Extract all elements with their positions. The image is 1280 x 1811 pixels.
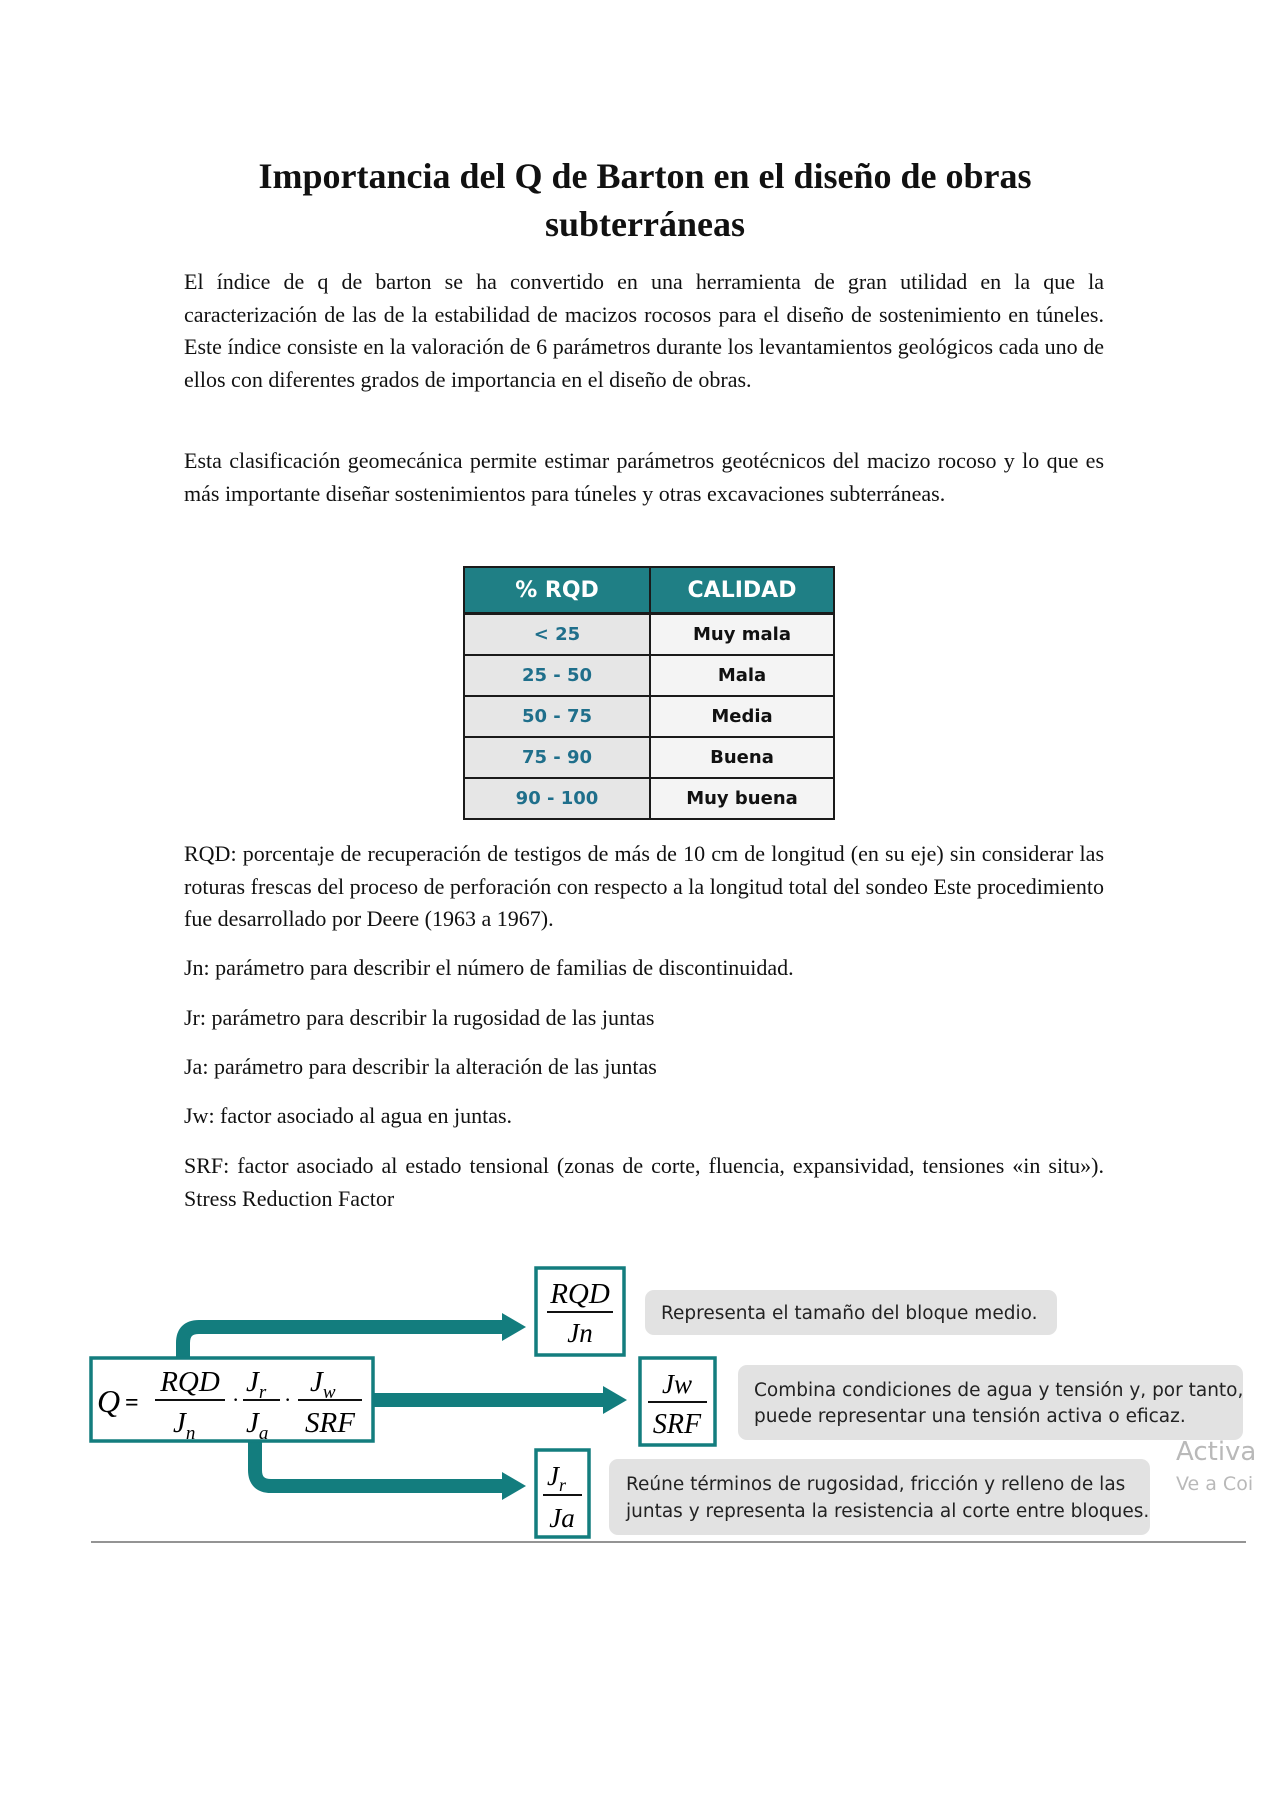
note-shear-resistance	[609, 1459, 1150, 1535]
formula-jn: $J_n$	[173, 1407, 196, 1444]
arrow-path-bottom	[255, 1440, 505, 1486]
arrowhead-middle	[603, 1386, 627, 1414]
note-1-text: Representa el tamaño del bloque medio.	[661, 1303, 1038, 1324]
quality-cell: Media	[650, 696, 834, 737]
q-barton-diagram	[0, 1255, 1280, 1555]
table-header-rqd: % RQD	[464, 567, 650, 614]
table-row	[464, 655, 834, 696]
formula-srf: SRF	[305, 1407, 355, 1439]
table-row	[464, 614, 834, 656]
formula-ja: $J_a$	[246, 1407, 269, 1444]
note-water-tension	[738, 1365, 1243, 1440]
jw-definition: Jw: factor asociado al agua en juntas.	[184, 1103, 513, 1128]
fraction-box-rqd-jn	[536, 1268, 624, 1355]
quality-cell: Muy mala	[650, 614, 834, 656]
rqd-range-cell: < 25	[464, 614, 650, 656]
watermark-line-1: Activa	[1176, 1437, 1257, 1467]
quality-cell: Mala	[650, 655, 834, 696]
table-row	[464, 778, 834, 819]
rqd-quality-table	[463, 566, 835, 820]
rqd-definition: RQD: porcentaje de recuperación de testigos de más de 10 cm de longitud (en su eje) sin considerar las roturas frescas del proceso de perforación con respecto a la longitud total del sondeo Este procedimiento fue desarrollado por Deere (1963 a 1967).	[184, 841, 1104, 931]
formula-rqd: RQD	[160, 1366, 220, 1398]
box3-numerator: $J_r$	[547, 1461, 566, 1495]
rqd-range-cell: 75 - 90	[464, 737, 650, 778]
quality-cell: Muy buena	[650, 778, 834, 819]
jr-definition: Jr: parámetro para describir la rugosidad de las juntas	[184, 1005, 655, 1030]
rqd-range-cell: 50 - 75	[464, 696, 650, 737]
title-line-1: Importancia del Q de Barton en el diseño de obras	[258, 156, 1032, 196]
jn-definition: Jn: parámetro para describir el número de familias de discontinuidad.	[184, 955, 794, 980]
box2-denominator: SRF	[652, 1409, 702, 1440]
formula-dot-1: ·	[232, 1387, 240, 1412]
note-2-line-2: puede representar una tensión activa o eficaz.	[754, 1406, 1186, 1427]
fraction-box-jr-ja	[536, 1450, 589, 1537]
arrowhead-top	[502, 1313, 526, 1341]
ja-definition: Ja: parámetro para describir la alteración de las juntas	[184, 1054, 657, 1079]
note-2-line-1: Combina condiciones de agua y tensión y, por tanto,	[754, 1380, 1244, 1401]
box2-numerator: Jw	[662, 1369, 692, 1399]
note-3-line-1: Reúne términos de rugosidad, fricción y relleno de las	[626, 1474, 1126, 1495]
rqd-range-cell: 25 - 50	[464, 655, 650, 696]
document-title	[185, 152, 1105, 248]
note-block-size	[645, 1290, 1057, 1335]
rqd-range-cell: 90 - 100	[464, 778, 650, 819]
arrowhead-bottom	[502, 1472, 526, 1500]
formula-jr: $J_r$	[246, 1366, 267, 1403]
intro-paragraph: El índice de q de barton se ha convertido en una herramienta de gran utilidad en la que la caracterización de las de la estabilidad de macizos rocosos para el diseño de sostenimiento en túneles. Este índice consiste en la valoración de 6 parámetros durante los levantamientos geológicos cada uno de ellos con diferentes grados de importancia en el diseño de obras.	[184, 269, 1104, 392]
box3-denominator: Ja	[549, 1503, 575, 1533]
quality-cell: Buena	[650, 737, 834, 778]
table-header-calidad: CALIDAD	[650, 567, 834, 614]
formula-jw: $J_w$	[310, 1366, 336, 1403]
box1-numerator: RQD	[550, 1278, 610, 1310]
table-row	[464, 737, 834, 778]
formula-dot-2: ·	[284, 1387, 292, 1412]
arrow-path-top	[183, 1327, 505, 1359]
srf-definition: SRF: factor asociado al estado tensional (zonas de corte, fluencia, expansividad, tensiones «in situ»). Stress Reduction Factor	[184, 1153, 1104, 1211]
formula-equals: =	[125, 1390, 139, 1416]
watermark-line-2: Ve a Coi	[1176, 1473, 1254, 1495]
note-3-line-2: juntas y representa la resistencia al corte entre bloques.	[626, 1501, 1150, 1522]
q-formula-box	[91, 1358, 373, 1444]
table-row	[464, 696, 834, 737]
box1-denominator: Jn	[567, 1318, 593, 1348]
classification-paragraph: Esta clasificación geomecánica permite estimar parámetros geotécnicos del macizo rocoso y lo que es más importante diseñar sostenimientos para túneles y otras excavaciones subterráneas.	[184, 448, 1104, 506]
formula-q: Q	[97, 1383, 121, 1419]
title-line-2: subterráneas	[545, 204, 745, 244]
table-header-row	[464, 567, 834, 614]
fraction-box-jw-srf	[640, 1358, 715, 1445]
